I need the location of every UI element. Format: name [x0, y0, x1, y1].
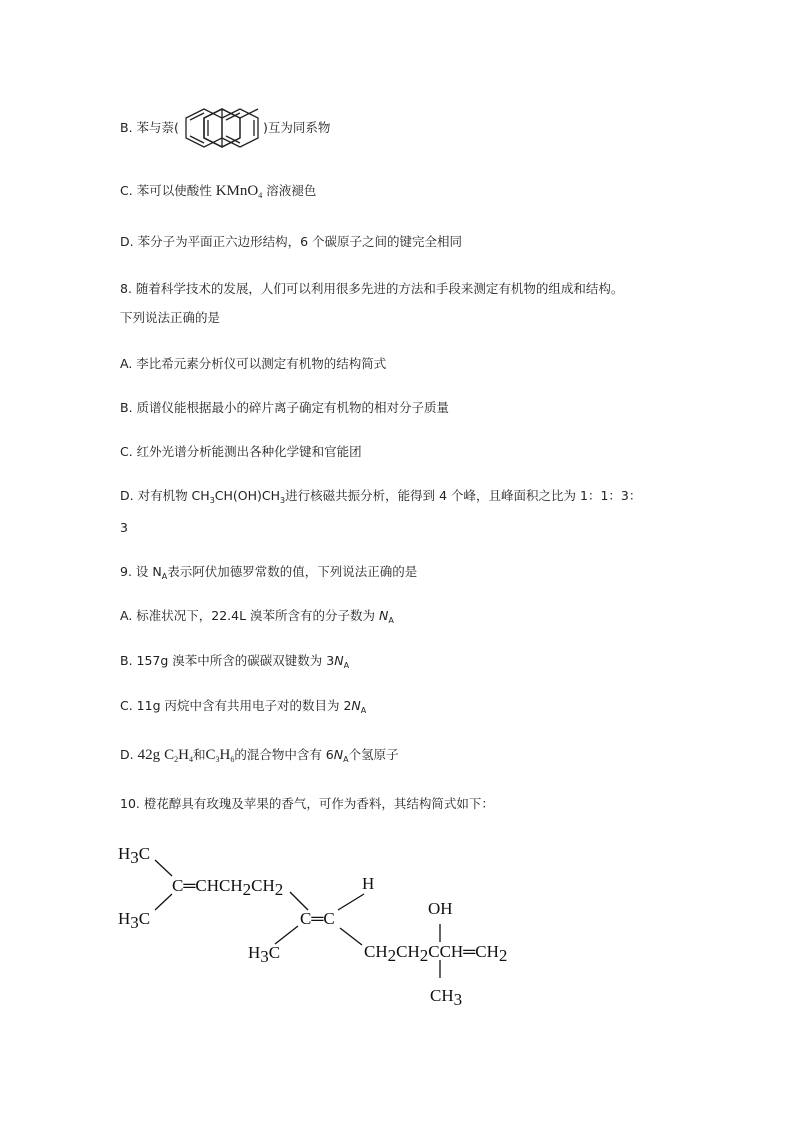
- c2h4-formula: $C_2H_4$: [164, 747, 193, 764]
- h3c-bottom: H3C: [118, 909, 151, 932]
- nerol-structure: [110, 832, 550, 1012]
- q9-option-b: B. 157g 溴苯中所含的碳碳双键数为 $3N_A$: [120, 653, 350, 670]
- h3c-middle: H3C: [248, 943, 281, 966]
- q8-option-d-cont: 3: [120, 520, 128, 535]
- q8-option-a: A. 李比希元素分析仪可以测定有机物的结构简式: [120, 356, 387, 371]
- q7-option-c: C. 苯可以使酸性 KMnO$_4$ 溶液褪色: [120, 183, 317, 200]
- q9-option-c: C. 11g 丙烷中含有共用电子对的数目为 $2N_A$: [120, 698, 367, 715]
- h3c-top: H3C: [118, 844, 151, 867]
- q8-stem-line2: 下列说法正确的是: [120, 310, 221, 325]
- methyl-bottom: CH3: [430, 986, 463, 1009]
- q8-option-b: B. 质谱仪能根据最小的碎片离子确定有机物的相对分子质量: [120, 400, 450, 415]
- hydroxyl: OH: [428, 899, 453, 918]
- q9-stem: 9. 设 $N_A$表示阿伏加德罗常数的值，下列说法正确的是: [120, 564, 418, 581]
- q7-option-d: D. 苯分子为平面正六边形结构，6 个碳原子之间的键完全相同: [120, 234, 463, 249]
- q8-option-d: D. 对有机物 $CH_3CH(OH)CH_3$进行核磁共振分析，能得到 4 个峰，且峰面积之比为 1：1：3：: [120, 488, 642, 505]
- chain-segment: C═CHCH2CH2: [172, 876, 284, 899]
- q7-option-b: B. 苯与萘(: [120, 120, 179, 135]
- tail-chain: CH2CH2CCH═CH2: [364, 942, 508, 965]
- q8-stem-line1: 8. 随着科学技术的发展，人们可以利用很多先进的方法和手段来测定有机物的组成和结构。: [120, 281, 624, 296]
- q8-option-c: C. 红外光谱分析能测出各种化学键和官能团: [120, 444, 362, 459]
- naphthalene-structure: [184, 106, 260, 150]
- q9-option-a: A. 标准状况下，22.4L 溴苯所含有的分子数为 $N_A$: [120, 608, 394, 625]
- c3h6-formula: $C_3H_6$: [205, 747, 235, 764]
- q7-option-b-tail: )互为同系物: [263, 120, 331, 135]
- kmno4-formula: KMnO$_4$: [215, 183, 263, 200]
- c-double-c: C═C: [300, 909, 335, 928]
- h-atom: H: [362, 874, 375, 893]
- q10-stem: 10. 橙花醇具有玫瑰及苹果的香气，可作为香料，其结构简式如下：: [120, 796, 494, 811]
- q9-option-d: D. 42g $C_2H_4$和$C_3H_6$的混合物中含有 $6N_A$个氢原子: [120, 747, 399, 764]
